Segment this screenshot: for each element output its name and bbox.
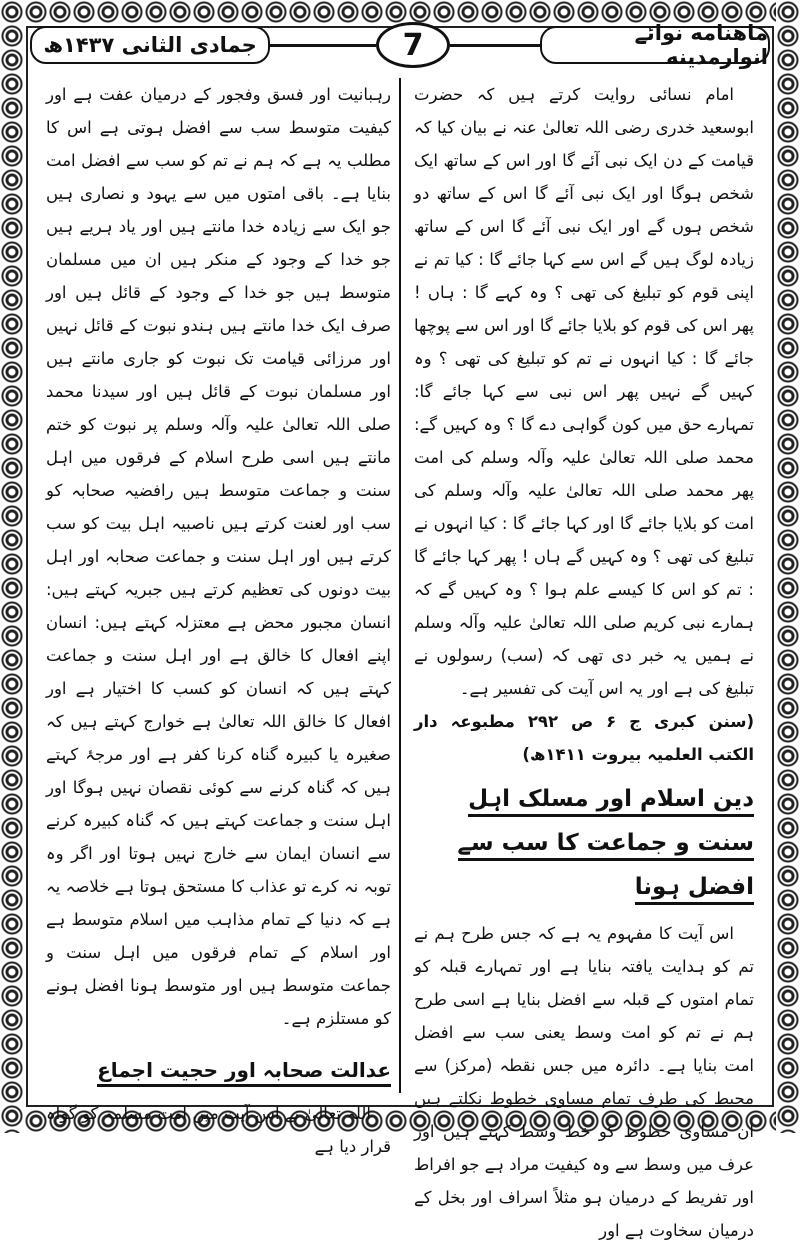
section-heading-text: دین اسلام اور مسلک اہل سنت و جماعت کا سب سے افضل ہونا — [458, 786, 754, 905]
ornamental-border-left — [0, 0, 24, 1133]
page-header — [30, 22, 770, 70]
explanation-paragraph: اس آیت کا مفہوم یہ ہے کہ جس طرح ہم نے تم کو ہدایت یافتہ بنایا ہے اور تمہارے قبلہ کو تمام امتوں کے قبلہ سے افضل بنایا ہے اسی طرح ہم نے تم کو امت وسط یعنی سب سے افضل امت بنایا ہے۔ دائرہ میں جس نقطہ (مرکز) سے محیط کی طرف تمام مساوی خطوط نکلتے ہیں ان مساوی خطوط کو خط وسط کہتے ہیں اور عرف میں وسط سے وہ کیفیت مراد ہے جو افراط اور تفریط کے درمیان ہو مثلاً اسراف اور بخل کے درمیان سخاوت ہے اور — [414, 924, 754, 1240]
reference-citation: (سنن کبری ج ۶ ص ۲۹۲ مطبوعہ دار الکتب العلمیہ بیروت ۱۴۱۱ھ) — [414, 712, 755, 764]
left-column — [46, 78, 391, 1163]
section-heading-superiority — [414, 777, 754, 909]
section-heading-text: عدالت صحابہ اور حجیت اجماع — [97, 1058, 391, 1087]
column-divider — [399, 78, 401, 1093]
continuation-paragraph: رہبانیت اور فسق وفجور کے درمیان عفت ہے اور کیفیت متوسط سب سے افضل ہوتی ہے اس کا مطلب یہ ہے کہ ہم نے تم کو سب سے افضل امت بنایا ہے۔ باقی امتوں میں سے یہود و نصاری ہیں جو ایک سے زیادہ خدا مانتے ہیں اور یاد ہریے ہیں جو خدا کے وجود کے منکر ہیں ان میں مسلمان متوسط ہیں جو خدا کے وجود کے قائل ہیں اور صرف ایک خدا مانتے ہیں ہندو نبوت کے قائل نہیں اور مرزائی قیامت تک نبوت کو جاری مانتے ہیں اور مسلمان نبوت کے قائل ہیں اور سیدنا محمد صلی اللہ تعالیٰ علیہ وآلہ وسلم پر نبوت کو ختم مانتے ہیں اسی طرح اسلام کے فرقوں میں اہل سنت و جماعت متوسط ہیں رافضیہ صحابہ کو سب اور لعنت کرتے ہیں ناصبیہ اہل بیت کو سب کرتے ہیں اور اہل سنت و جماعت صحابہ اور اہل بیت دونوں کی تعظیم کرتے ہیں جبریہ کہتے ہیں: انسان مجبور محض ہے معتزلہ کہتے ہیں: انسان اپنے افعال کا خالق ہے اور اہل سنت و جماعت کہتے ہیں کہ انسان کو کسب کا اختیار ہے اور افعال کا خالق اللہ تعالیٰ ہے خوارج کہتے ہیں کہ صغیرہ یا کبیرہ گناہ کرنا کفر ہے اور مرجۂ کہتے ہیں کہ گناہ کرنے سے کوئی نقصان نہیں ہوگا اور اہل سنت و جماعت کہتے ہیں کہ گناہ کبیرہ کرنے سے انسان ایمان سے خارج نہیں ہوتا اور اگر وہ توبہ نہ کرے تو عذاب کا مستحق ہوتا ہے خلاصہ یہ ہے کہ دنیا کے تمام مذاہب میں اسلام متوسط ہے اور اسلام کے تمام فرقوں میں اہل سنت و جماعت متوسط ہیں اور متوسط ہونا افضل ہونے کو مستلزم ہے۔ — [46, 85, 391, 1028]
header-rule-left — [270, 44, 376, 47]
issue-date: جمادی الثانی ۱۴۳۷ھ — [30, 26, 270, 64]
page-number: 7 — [376, 22, 450, 68]
ornamental-border-right — [776, 0, 800, 1133]
section-heading-companions — [46, 1049, 391, 1091]
right-column — [414, 78, 754, 1247]
header-rule-right — [450, 44, 540, 47]
hadith-paragraph: امام نسائی روایت کرتے ہیں کہ حضرت ابوسعید خدری رضی اللہ تعالیٰ عنہ نے بیان کیا کہ قیامت کے دن ایک نبی آئے گا اور اس کے ساتھ ایک شخص ہوگا اور ایک نبی آئے گا اس کے ساتھ دو شخص ہوں گے اور ایک نبی آئے گا اس کے ساتھ زیادہ لوگ ہیں گے اس سے کہا جائے گا : کیا تم نے اپنی قوم کو تبلیغ کی تھی ؟ وہ کہے گا : ہاں ! پھر اس کی قوم کو بلایا جائے گا اور اس سے پوچھا جائے گا : کیا انہوں نے تم کو تبلیغ کی تھی ؟ وہ کہیں گے نہیں پھر اس نبی سے کہا جائے گا: تمہارے حق میں کون گواہی دے گا ؟ وہ کہیں گے: محمد صلی اللہ تعالیٰ علیہ وآلہ وسلم کی امت پھر محمد صلی اللہ تعالیٰ علیہ وآلہ وسلم کی امت کو بلایا جائے گا اور کہا جائے گا : کیا انہوں نے تبلیغ کی تھی ؟ وہ کہیں گے ہاں ! پھر کہا جائے گا : تم کو اس کا کیسے علم ہوا ؟ وہ کہیں گے کہ ہمارے نبی کریم صلی اللہ تعالیٰ علیہ وآلہ وسلم نے ہمیں یہ خبر دی تھی کہ (سب) رسولوں نے تبلیغ کی ہے اور یہ اس آیت کی تفسیر ہے۔ — [414, 85, 754, 698]
magazine-title: ماهنامه نوائے انوارمدینه — [540, 26, 770, 64]
companions-paragraph: اللہ تعالیٰ نے اس آیت میں امت مسلمہ کو گواہ قرار دیا ہے — [46, 1104, 391, 1156]
